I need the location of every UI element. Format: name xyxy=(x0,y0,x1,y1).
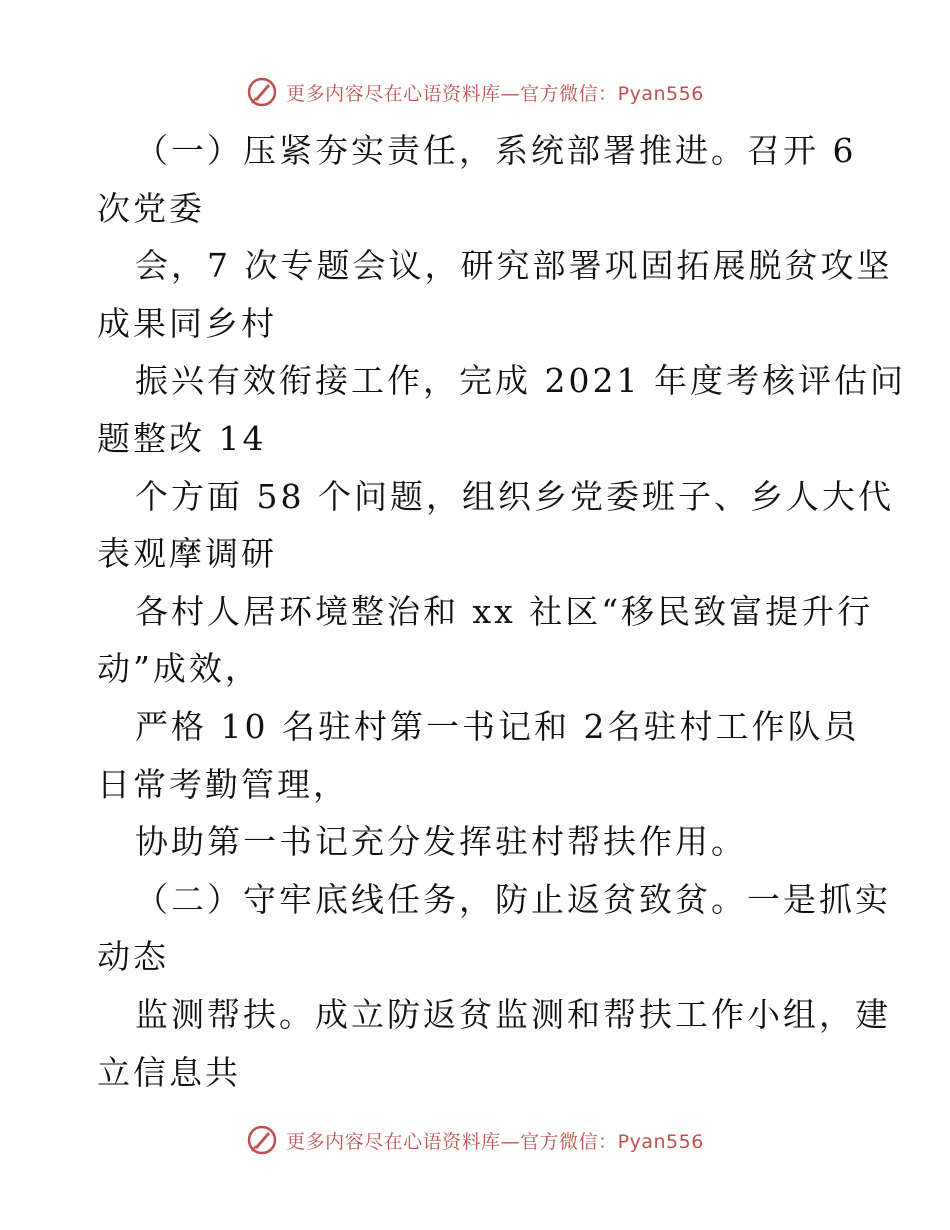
body-line: 个方面 58 个问题，组织乡党委班子、乡人大代 xyxy=(135,476,894,516)
body-line: （一）压紧夯实责任，系统部署推进。召开 6 xyxy=(135,131,857,170)
watermark-text: 更多内容尽在心语资料库—官方微信：Pyan556 xyxy=(286,1130,704,1153)
footer-watermark xyxy=(0,1120,950,1160)
body-line: 振兴有效衔接工作，完成 2021 年度考核评估问 xyxy=(135,361,906,401)
body-line: 题整改 14 xyxy=(97,418,267,458)
watermark-text: 更多内容尽在心语资料库—官方微信：Pyan556 xyxy=(286,82,704,105)
body-line: 次党委 xyxy=(97,188,205,228)
body-line: 日常考勤管理， xyxy=(97,764,349,804)
body-line: 动态 xyxy=(97,937,169,977)
quill-pen-icon xyxy=(246,1124,278,1156)
body-line: 会，7 次专题会议，研究部署巩固拓展脱贫攻坚 xyxy=(135,246,893,286)
document-body xyxy=(97,122,906,1101)
body-line: 表观摩调研 xyxy=(97,534,277,574)
body-line: 各村人居环境整治和 xx 社区“移民致富提升行 xyxy=(135,591,874,631)
quill-pen-icon xyxy=(246,76,278,108)
body-line: 严格 10 名驻村第一书记和 2名驻村工作队员 xyxy=(135,706,860,746)
body-line: （二）守牢底线任务，防止返贫致贫。一是抓实 xyxy=(135,879,891,919)
body-line: 动”成效， xyxy=(97,649,261,689)
body-line: 监测帮扶。成立防返贫监测和帮扶工作小组，建 xyxy=(135,994,891,1034)
body-line: 立信息共 xyxy=(97,1052,241,1092)
header-watermark xyxy=(0,72,950,112)
body-line: 成果同乡村 xyxy=(97,303,277,343)
body-line: 协助第一书记充分发挥驻村帮扶作用。 xyxy=(135,822,747,862)
